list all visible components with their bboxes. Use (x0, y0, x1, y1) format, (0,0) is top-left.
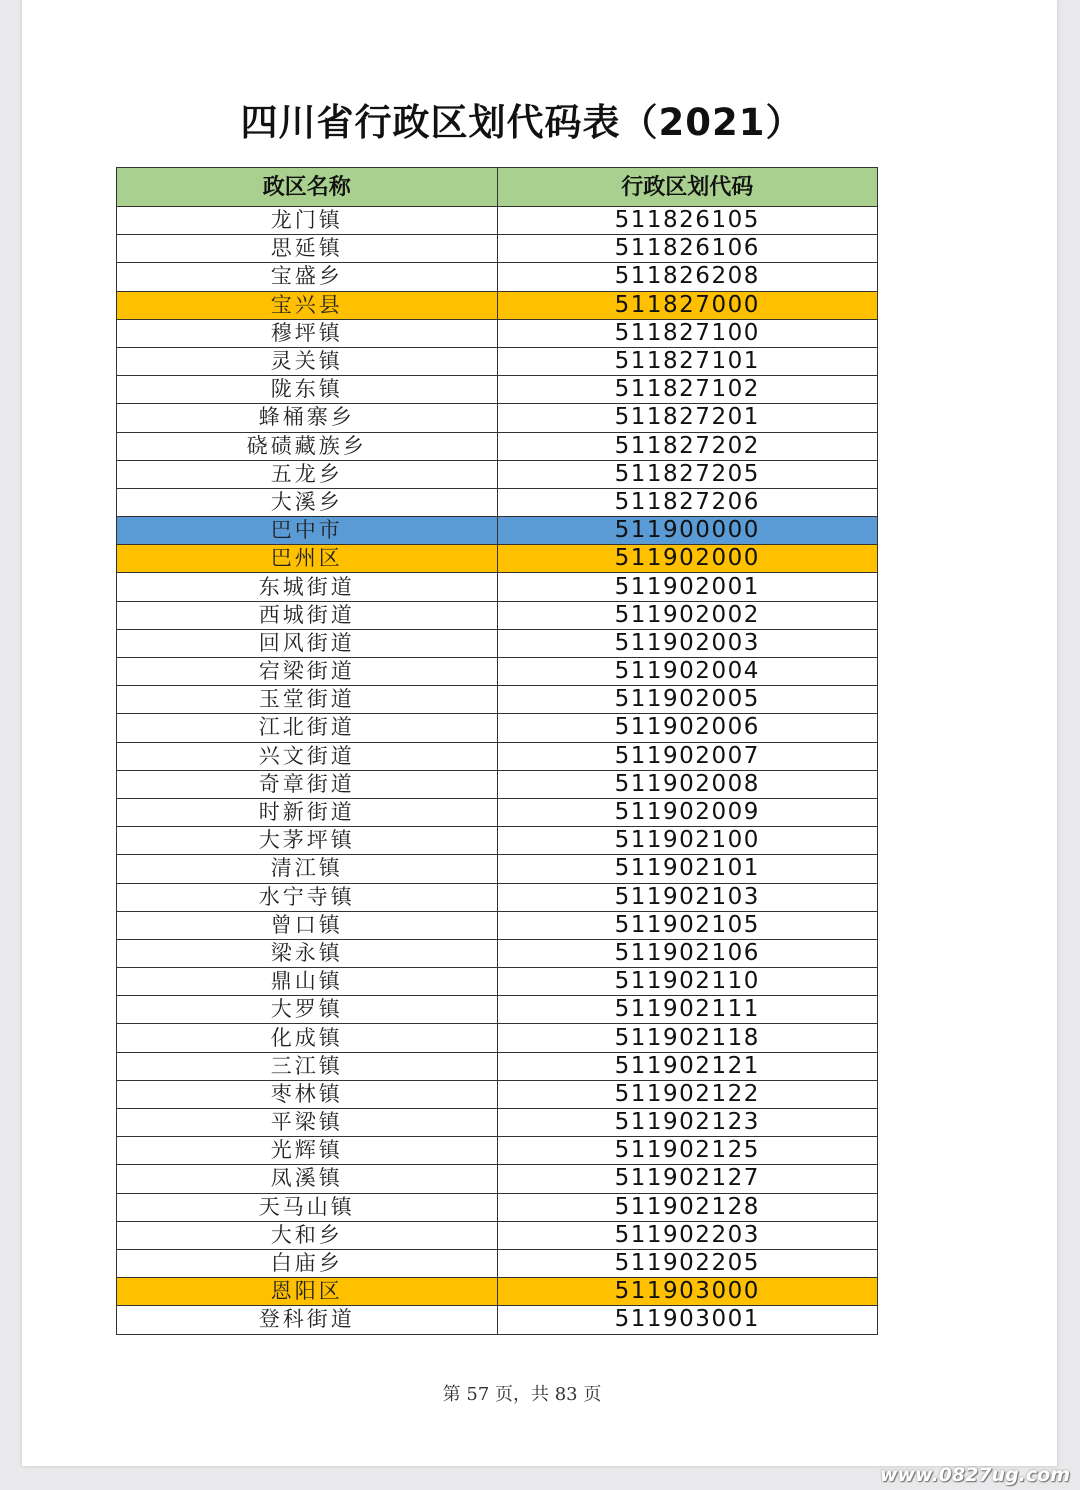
table-row (117, 319, 878, 347)
division-name-cell: 登科街道 (117, 1306, 498, 1334)
division-name-cell: 清江镇 (117, 855, 498, 883)
table-row (117, 517, 878, 545)
division-name-cell: 天马山镇 (117, 1193, 498, 1221)
division-code-cell: 511900000 (497, 517, 878, 545)
table-row (117, 714, 878, 742)
division-code-cell: 511902007 (497, 742, 878, 770)
division-name-cell: 五龙乡 (117, 460, 498, 488)
division-name-cell: 西城街道 (117, 601, 498, 629)
table-row (117, 488, 878, 516)
division-name-cell: 梁永镇 (117, 939, 498, 967)
table-row (117, 855, 878, 883)
table-row (117, 1193, 878, 1221)
header-code: 行政区划代码 (497, 168, 878, 207)
division-name-cell: 玉堂街道 (117, 686, 498, 714)
table-row (117, 1137, 878, 1165)
division-name-cell: 凤溪镇 (117, 1165, 498, 1193)
division-name-cell: 龙门镇 (117, 207, 498, 235)
division-code-cell: 511902128 (497, 1193, 878, 1221)
division-code-cell: 511902001 (497, 573, 878, 601)
table-row (117, 376, 878, 404)
division-code-cell: 511902118 (497, 1024, 878, 1052)
division-code-cell: 511902002 (497, 601, 878, 629)
table-row (117, 573, 878, 601)
division-code-cell: 511827206 (497, 488, 878, 516)
division-code-cell: 511827201 (497, 404, 878, 432)
table-row (117, 996, 878, 1024)
division-name-cell: 灵关镇 (117, 347, 498, 375)
division-name-cell: 陇东镇 (117, 376, 498, 404)
division-name-cell: 水宁寺镇 (117, 883, 498, 911)
division-name-cell: 三江镇 (117, 1052, 498, 1080)
table-row (117, 629, 878, 657)
division-code-cell: 511827202 (497, 432, 878, 460)
division-code-cell: 511902003 (497, 629, 878, 657)
table-row (117, 658, 878, 686)
division-code-cell: 511902122 (497, 1080, 878, 1108)
table-row (117, 235, 878, 263)
division-code-cell: 511902111 (497, 996, 878, 1024)
table-row (117, 432, 878, 460)
division-code-cell: 511902103 (497, 883, 878, 911)
division-code-cell: 511902105 (497, 911, 878, 939)
division-name-cell: 硗碛藏族乡 (117, 432, 498, 460)
division-name-cell: 鼎山镇 (117, 968, 498, 996)
table-row (117, 1221, 878, 1249)
division-code-cell: 511826105 (497, 207, 878, 235)
table-row (117, 545, 878, 573)
table-row (117, 291, 878, 319)
table-body (117, 207, 878, 1335)
division-code-cell: 511827100 (497, 319, 878, 347)
division-name-cell: 大和乡 (117, 1221, 498, 1249)
division-name-cell: 大溪乡 (117, 488, 498, 516)
division-name-cell: 东城街道 (117, 573, 498, 601)
watermark: www.0827ug.com (880, 1464, 1070, 1486)
table-row (117, 883, 878, 911)
division-name-cell: 巴中市 (117, 517, 498, 545)
table-row (117, 968, 878, 996)
division-code-cell: 511902205 (497, 1249, 878, 1277)
division-name-cell: 曾口镇 (117, 911, 498, 939)
division-code-cell: 511902004 (497, 658, 878, 686)
division-code-cell: 511902005 (497, 686, 878, 714)
header-name: 政区名称 (117, 168, 498, 207)
division-name-cell: 光辉镇 (117, 1137, 498, 1165)
table-row (117, 1109, 878, 1137)
table-row (117, 1080, 878, 1108)
division-code-cell: 511902125 (497, 1137, 878, 1165)
division-name-cell: 思延镇 (117, 235, 498, 263)
table-row (117, 939, 878, 967)
division-name-cell: 回风街道 (117, 629, 498, 657)
division-name-cell: 奇章街道 (117, 770, 498, 798)
table-header-row (117, 168, 878, 207)
table-row (117, 770, 878, 798)
division-code-cell: 511902121 (497, 1052, 878, 1080)
table-row (117, 263, 878, 291)
table-row (117, 827, 878, 855)
division-name-cell: 时新街道 (117, 798, 498, 826)
division-code-cell: 511826208 (497, 263, 878, 291)
table-row (117, 742, 878, 770)
division-name-cell: 蜂桶寨乡 (117, 404, 498, 432)
table-row (117, 1165, 878, 1193)
table-row (117, 1278, 878, 1306)
division-code-cell: 511902123 (497, 1109, 878, 1137)
division-code-cell: 511902101 (497, 855, 878, 883)
table-row (117, 911, 878, 939)
document-page (22, 0, 1057, 1466)
division-code-cell: 511902006 (497, 714, 878, 742)
division-name-cell: 白庙乡 (117, 1249, 498, 1277)
division-code-cell: 511903001 (497, 1306, 878, 1334)
division-name-cell: 化成镇 (117, 1024, 498, 1052)
division-name-cell: 巴州区 (117, 545, 498, 573)
table-row (117, 207, 878, 235)
division-name-cell: 宝兴县 (117, 291, 498, 319)
division-name-cell: 大罗镇 (117, 996, 498, 1024)
division-code-cell: 511827205 (497, 460, 878, 488)
division-code-cell: 511903000 (497, 1278, 878, 1306)
division-code-cell: 511902100 (497, 827, 878, 855)
table-row (117, 460, 878, 488)
table-row (117, 1052, 878, 1080)
division-code-cell: 511902110 (497, 968, 878, 996)
table-row (117, 601, 878, 629)
division-name-cell: 平梁镇 (117, 1109, 498, 1137)
division-code-cell: 511827101 (497, 347, 878, 375)
division-code-cell: 511902127 (497, 1165, 878, 1193)
division-code-cell: 511902106 (497, 939, 878, 967)
division-code-cell: 511827102 (497, 376, 878, 404)
division-name-cell: 江北街道 (117, 714, 498, 742)
table-row (117, 798, 878, 826)
division-name-cell: 兴文街道 (117, 742, 498, 770)
table-row (117, 404, 878, 432)
division-name-cell: 宕梁街道 (117, 658, 498, 686)
table-row (117, 347, 878, 375)
table-row (117, 686, 878, 714)
division-name-cell: 穆坪镇 (117, 319, 498, 347)
division-code-cell: 511902000 (497, 545, 878, 573)
page-title: 四川省行政区划代码表（2021） (240, 101, 804, 144)
division-code-table (116, 167, 878, 1335)
division-code-cell: 511827000 (497, 291, 878, 319)
division-code-cell: 511826106 (497, 235, 878, 263)
division-code-cell: 511902009 (497, 798, 878, 826)
division-name-cell: 恩阳区 (117, 1278, 498, 1306)
page-number: 第 57 页，共 83 页 (442, 1384, 602, 1405)
table-row (117, 1249, 878, 1277)
table-row (117, 1024, 878, 1052)
division-name-cell: 枣林镇 (117, 1080, 498, 1108)
division-code-cell: 511902008 (497, 770, 878, 798)
table-row (117, 1306, 878, 1334)
division-name-cell: 宝盛乡 (117, 263, 498, 291)
division-code-cell: 511902203 (497, 1221, 878, 1249)
division-name-cell: 大茅坪镇 (117, 827, 498, 855)
